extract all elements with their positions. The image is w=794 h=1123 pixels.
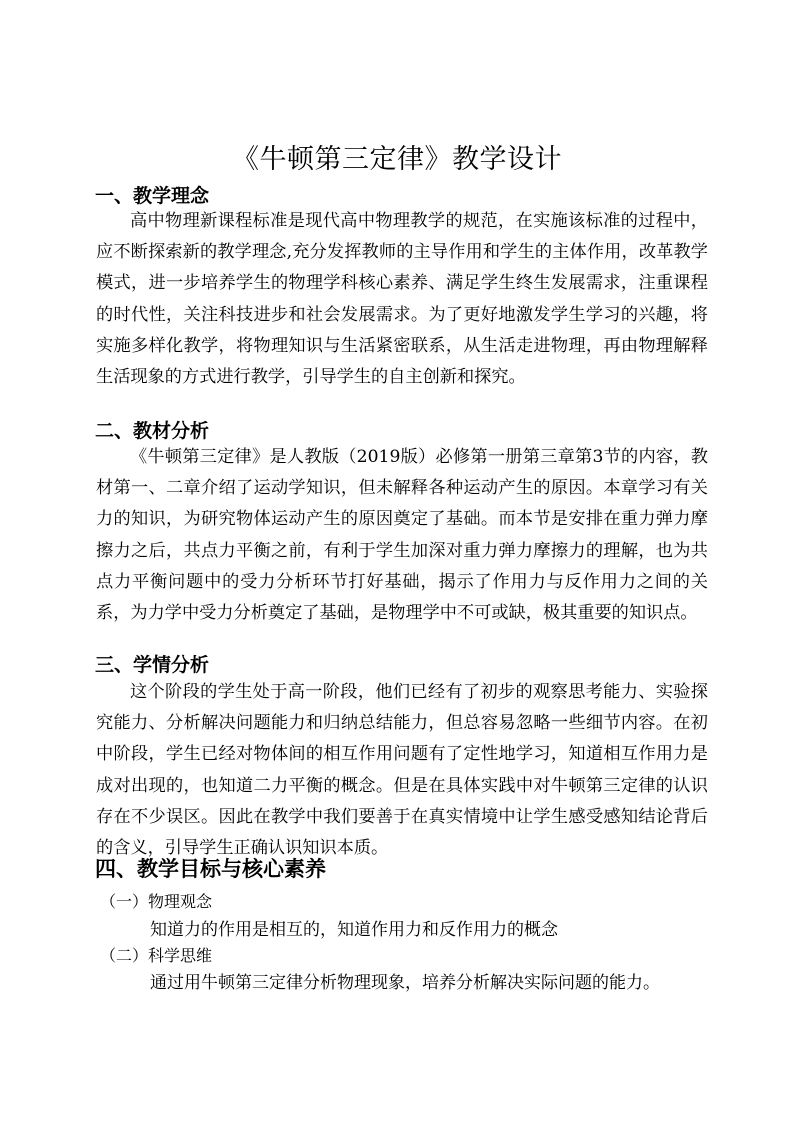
subsection-label-scientific-thinking: （二）科学思维	[100, 946, 213, 965]
section-heading-student-analysis: 三、学情分析	[95, 654, 210, 676]
section-heading-teaching-philosophy: 一、教学理念	[95, 185, 210, 207]
section-body-student-analysis: 这个阶段的学生处于高一阶段，他们已经有了初步的观察思考能力、实验探究能力、分析解决问题能力和归纳总结能力，但总容易忽略一些细节内容。在初中阶段，学生已经对物体间的相互作用问题有了定性地学习，知道相互作用力是成对出现的，也知道二力平衡的概念。但是在具体实践中对牛顿第三定律的认识存在不少误区。因此在教学中我们要善于在真实情境中让学生感受感知结论背后的含义，引导学生正确认识知识本质。	[96, 682, 708, 859]
section-body-teaching-philosophy: 高中物理新课程标准是现代高中物理教学的规范，在实施该标准的过程中，应不断探索新的教学理念,充分发挥教师的主导作用和学生的主体作用，改革教学模式，进一步培养学生的物理学科核心素养、满足学生终生发展需求，注重课程的时代性，关注科技进步和社会发展需求。为了更好地激发学生学习的兴趣，将实施多样化教学，将物理知识与生活紧密联系，从生活走进物理，再由物理解释生活现象的方式进行教学，引导学生的自主创新和探究。	[96, 211, 708, 388]
document-title: 《牛顿第三定律》教学设计	[232, 144, 562, 175]
section-heading-objectives: 四、教学目标与核心素养	[95, 856, 326, 881]
section-body-textbook-analysis: 《牛顿第三定律》是人教版（2019版）必修第一册第三章第3节的内容，教材第一、二章介绍了运动学知识，但未解释各种运动产生的原因。本章学习有关力的知识，为研究物体运动产生的原因奠定了基础。而本节是安排在重力弹力摩擦力之后，共点力平衡之前，有利于学生加深对重力弹力摩擦力的理解，也为共点力平衡问题中的受力分析环节打好基础，揭示了作用力与反作用力之间的关系，为力学中受力分析奠定了基础，是物理学中不可或缺，极其重要的知识点。	[96, 447, 708, 624]
subsection-label-physics-concept: （一）物理观念	[100, 892, 213, 911]
section-heading-textbook-analysis: 二、教材分析	[95, 420, 210, 442]
subsection-text-scientific-thinking: 通过用牛顿第三定律分析物理现象，培养分析解决实际问题的能力。	[150, 973, 660, 993]
subsection-text-physics-concept: 知道力的作用是相互的，知道作用力和反作用力的概念	[150, 920, 558, 940]
